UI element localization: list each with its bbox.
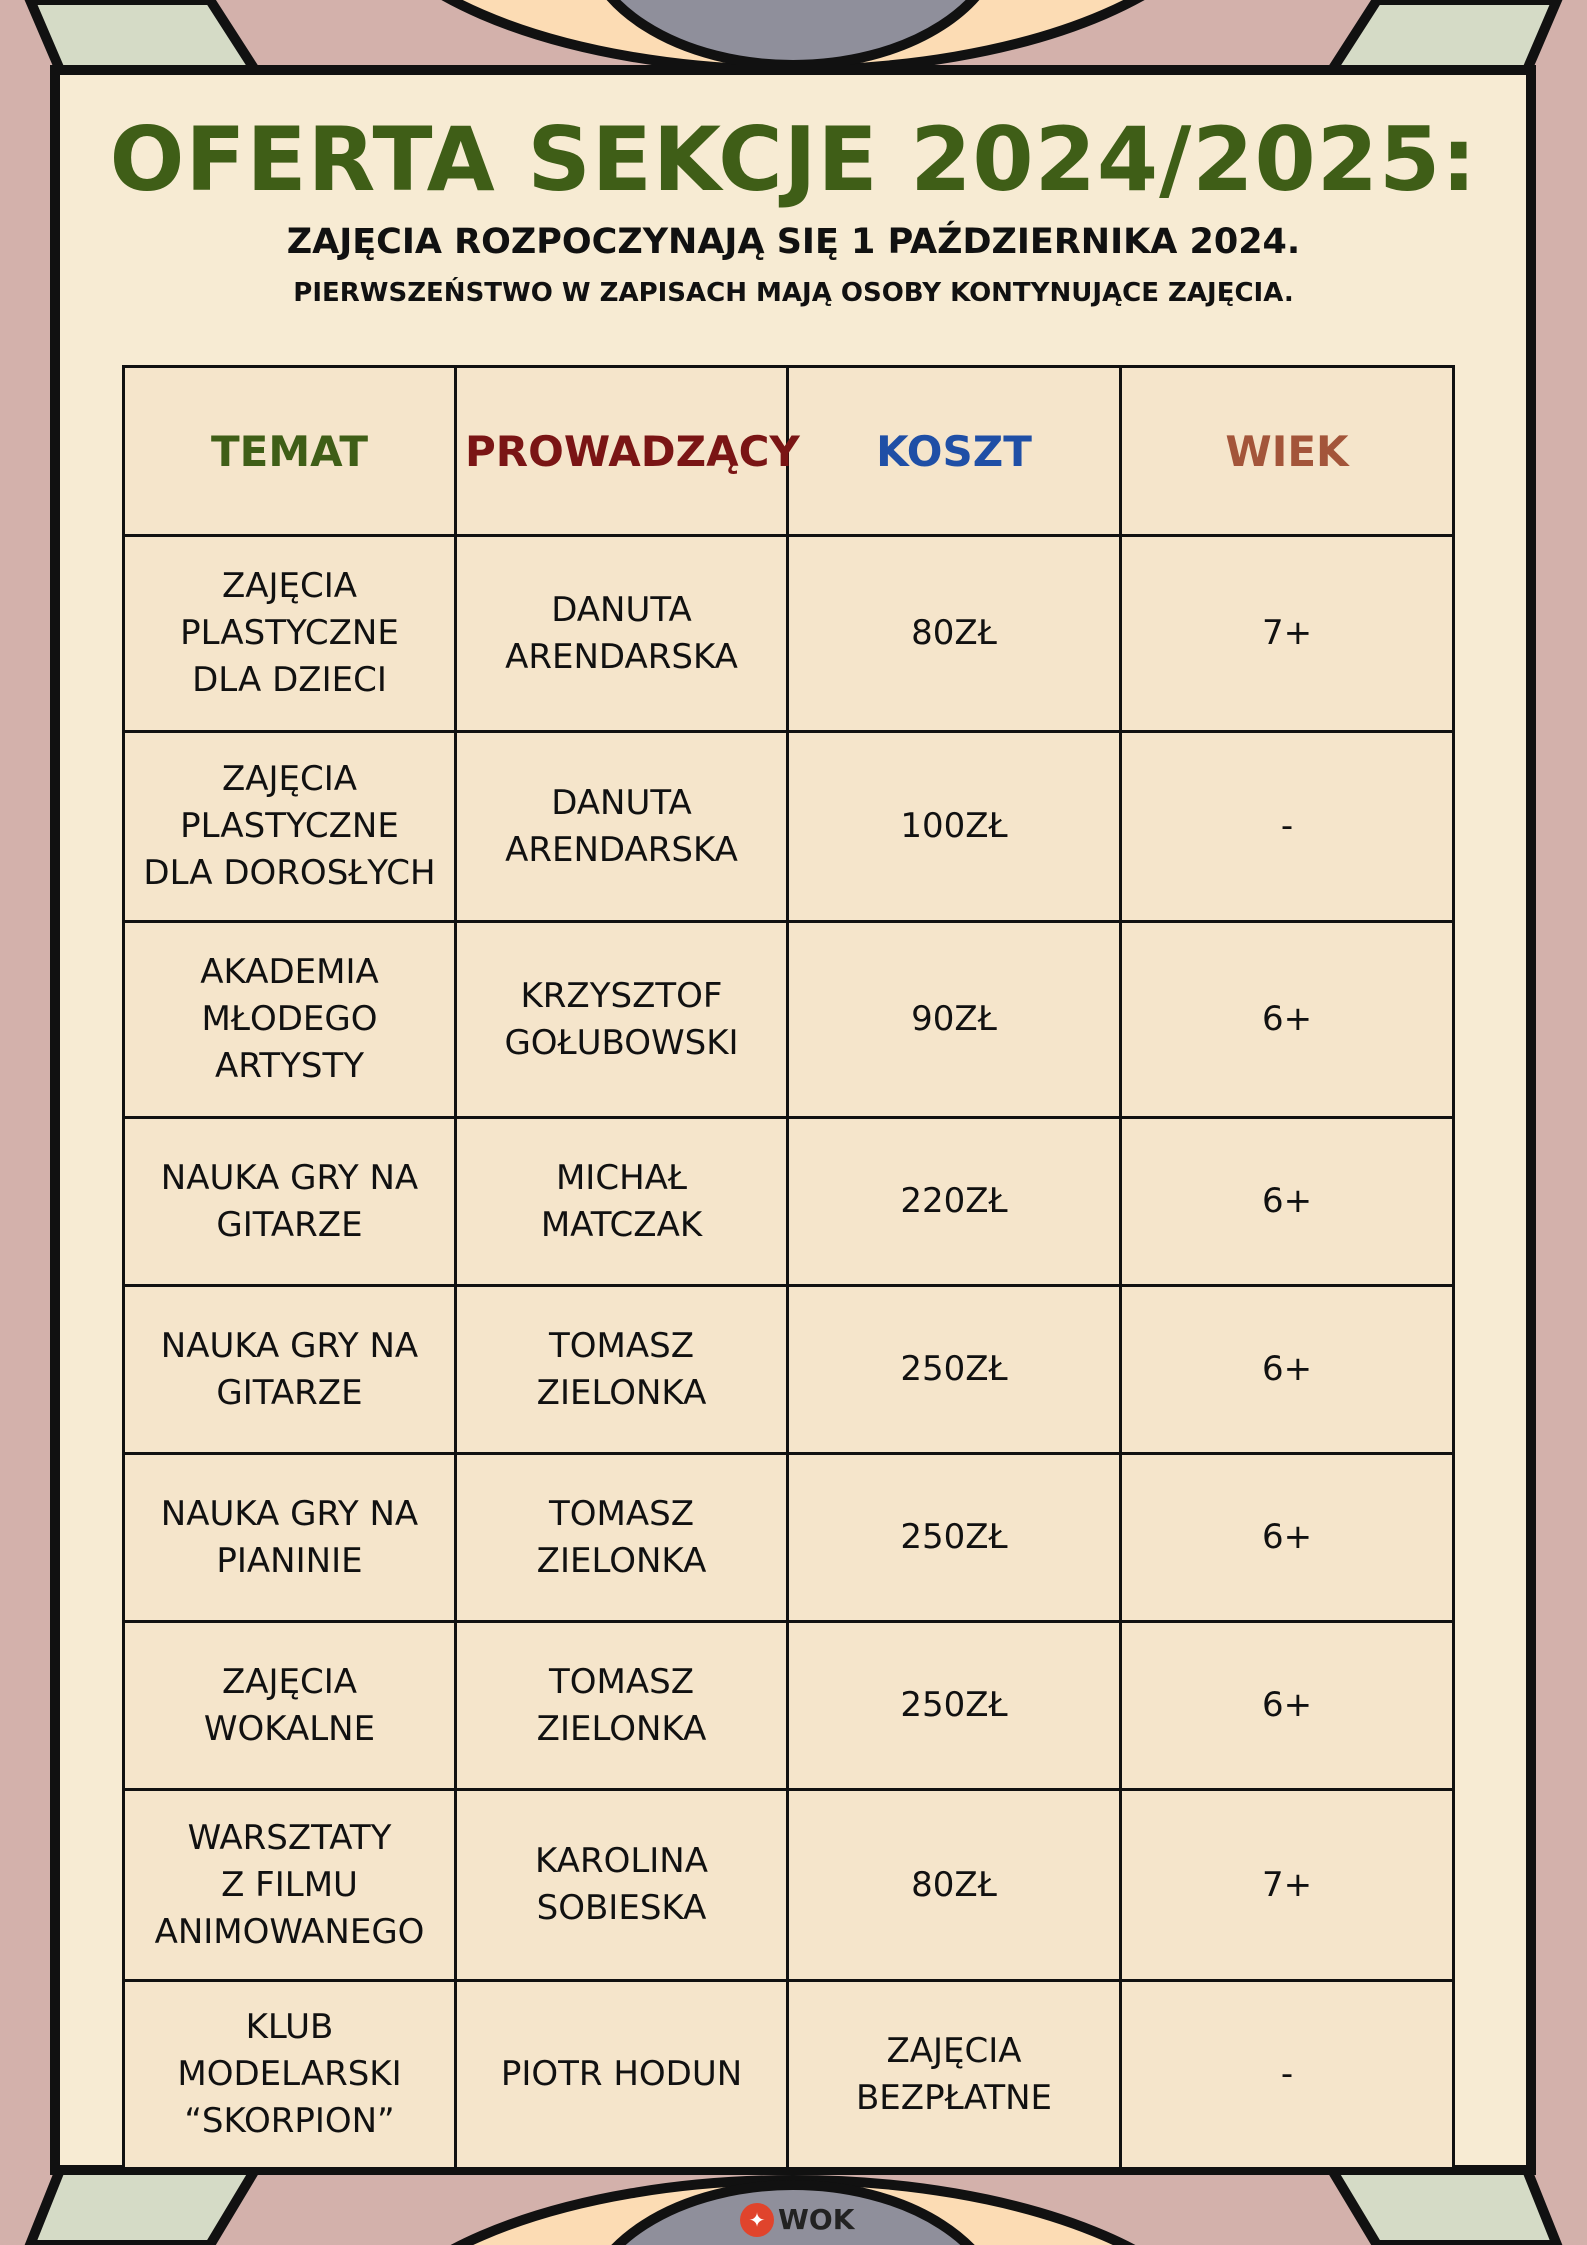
- cell-prowadzacy: DANUTA ARENDARSKA: [456, 536, 788, 732]
- cell-wiek: 6+: [1121, 922, 1454, 1118]
- cell-prowadzacy: PIOTR HODUN: [456, 1981, 788, 2169]
- cell-koszt: ZAJĘCIA BEZPŁATNE: [788, 1981, 1121, 2169]
- table-row: [124, 922, 1454, 1118]
- table-row: [124, 1118, 1454, 1286]
- table-header-row: [124, 367, 1454, 536]
- column-header-prowadzacy: PROWADZĄCY: [456, 367, 788, 536]
- table-row: [124, 1454, 1454, 1622]
- column-header-wiek: WIEK: [1121, 367, 1454, 536]
- cell-koszt: 220ZŁ: [788, 1118, 1121, 1286]
- cell-temat: NAUKA GRY NA GITARZE: [124, 1286, 456, 1454]
- cell-wiek: 6+: [1121, 1622, 1454, 1790]
- cell-temat: WARSZTATY Z FILMU ANIMOWANEGO: [124, 1790, 456, 1981]
- cell-wiek: 6+: [1121, 1286, 1454, 1454]
- cell-wiek: 6+: [1121, 1118, 1454, 1286]
- cell-prowadzacy: TOMASZ ZIELONKA: [456, 1454, 788, 1622]
- cell-prowadzacy: MICHAŁ MATCZAK: [456, 1118, 788, 1286]
- cell-koszt: 250ZŁ: [788, 1622, 1121, 1790]
- cell-prowadzacy: DANUTA ARENDARSKA: [456, 732, 788, 922]
- table-row: [124, 1981, 1454, 2169]
- page-title: OFERTA SEKCJE 2024/2025:: [109, 108, 1478, 211]
- cell-temat: ZAJĘCIA PLASTYCZNE DLA DOROSŁYCH: [124, 732, 456, 922]
- enrollment-note: PIERWSZEŃSTWO W ZAPISACH MAJĄ OSOBY KONTYNUJĄCE ZAJĘCIA.: [293, 278, 1294, 308]
- cell-koszt: 80ZŁ: [788, 536, 1121, 732]
- wok-logo: [740, 2203, 854, 2237]
- cell-prowadzacy: KAROLINA SOBIESKA: [456, 1790, 788, 1981]
- cell-wiek: 7+: [1121, 536, 1454, 732]
- wok-logo-text: WOK: [778, 2203, 855, 2236]
- wok-logo-icon: ✦: [740, 2203, 774, 2237]
- cell-koszt: 250ZŁ: [788, 1286, 1121, 1454]
- cell-temat: ZAJĘCIA PLASTYCZNE DLA DZIECI: [124, 536, 456, 732]
- cell-koszt: 90ZŁ: [788, 922, 1121, 1118]
- cell-temat: KLUB MODELARSKI “SKORPION”: [124, 1981, 456, 2169]
- cell-temat: AKADEMIA MŁODEGO ARTYSTY: [124, 922, 456, 1118]
- column-header-koszt: KOSZT: [788, 367, 1121, 536]
- cell-wiek: -: [1121, 1981, 1454, 2169]
- cell-wiek: 6+: [1121, 1454, 1454, 1622]
- table-row: [124, 1286, 1454, 1454]
- cell-koszt: 250ZŁ: [788, 1454, 1121, 1622]
- cell-koszt: 80ZŁ: [788, 1790, 1121, 1981]
- cell-prowadzacy: TOMASZ ZIELONKA: [456, 1622, 788, 1790]
- table-row: [124, 1790, 1454, 1981]
- column-header-temat: TEMAT: [124, 367, 456, 536]
- table-row: [124, 1622, 1454, 1790]
- cell-koszt: 100ZŁ: [788, 732, 1121, 922]
- offer-table: [122, 365, 1455, 2170]
- cell-temat: NAUKA GRY NA PIANINIE: [124, 1454, 456, 1622]
- cell-wiek: -: [1121, 732, 1454, 922]
- cell-temat: NAUKA GRY NA GITARZE: [124, 1118, 456, 1286]
- page-subtitle: ZAJĘCIA ROZPOCZYNAJĄ SIĘ 1 PAŹDZIERNIKA 2024.: [286, 222, 1301, 262]
- cell-prowadzacy: KRZYSZTOF GOŁUBOWSKI: [456, 922, 788, 1118]
- cell-wiek: 7+: [1121, 1790, 1454, 1981]
- table-row: [124, 732, 1454, 922]
- cell-temat: ZAJĘCIA WOKALNE: [124, 1622, 456, 1790]
- cell-prowadzacy: TOMASZ ZIELONKA: [456, 1286, 788, 1454]
- table-row: [124, 536, 1454, 732]
